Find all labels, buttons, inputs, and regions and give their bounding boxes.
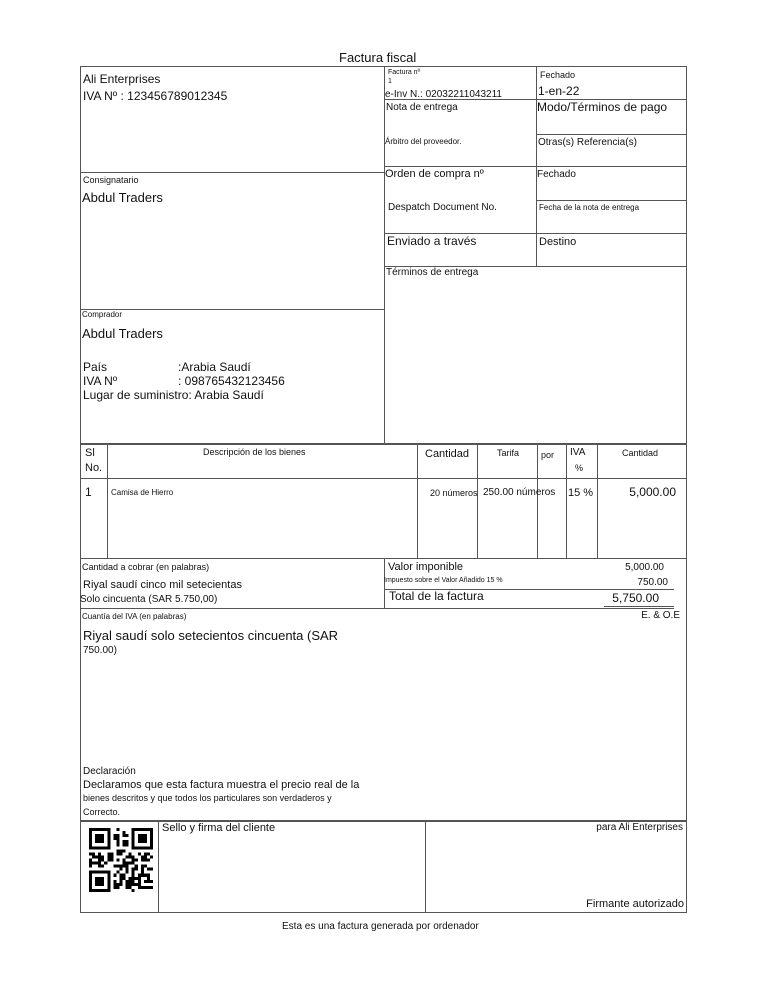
buyer-label: Comprador	[82, 310, 123, 319]
amount-words-line2: Solo cincuenta (SAR 5.750,00)	[80, 594, 218, 605]
row-quantity: 20 números	[430, 488, 478, 498]
header-vat-percent: %	[575, 463, 584, 473]
frame-left	[80, 66, 81, 912]
other-refs-label: Otras(s) Referencia(s)	[538, 137, 637, 148]
divider	[80, 309, 384, 310]
frame-right	[686, 66, 687, 912]
consignee-name: Abdul Traders	[82, 190, 163, 205]
eoe-label: E. & O.E	[641, 610, 680, 621]
declaration-label: Declaración	[83, 766, 136, 777]
divider	[80, 172, 384, 173]
declaration-line1: Declaramos que esta factura muestra el precio real de la	[83, 779, 360, 791]
divider	[566, 444, 567, 558]
header-per: por	[541, 450, 555, 460]
header-rate: Tarifa	[497, 448, 520, 458]
divider	[384, 66, 385, 444]
consignee-label: Consignatario	[83, 175, 139, 185]
row-sl: 1	[85, 485, 92, 499]
header-amount: Cantidad	[622, 448, 659, 458]
divider	[425, 820, 426, 912]
amount-words-label: Cantidad a cobrar (en palabras)	[82, 562, 210, 572]
authorised-signatory-label: Firmante autorizado	[586, 898, 684, 910]
header-sl: Sl	[85, 447, 95, 459]
qr-code-icon	[89, 828, 153, 892]
vat-words-label: Cuantía del IVA (en palabras)	[82, 612, 187, 621]
divider	[80, 478, 687, 479]
delivery-note-label: Nota de entrega	[386, 102, 458, 113]
dated-value: 1-en-22	[538, 84, 580, 98]
for-company-label: para Ali Enterprises	[596, 822, 683, 833]
buyer-name: Abdul Traders	[82, 326, 163, 341]
row-vat: 15 %	[568, 487, 594, 499]
row-rate: 250.00 números	[483, 487, 556, 498]
divider	[537, 444, 538, 558]
divider	[417, 444, 418, 558]
delivery-note-date-label: Fecha de la nota de entrega	[539, 203, 640, 212]
taxable-label: Valor imponible	[388, 561, 464, 573]
terms-delivery-label: Términos de entrega	[386, 267, 479, 278]
vat-label: Impuesto sobre el Valor Añadido 15 %	[384, 577, 503, 584]
buyer-supply-place: Lugar de suministro: Arabia Saudí	[83, 388, 264, 402]
header-vat: IVA	[570, 447, 586, 458]
buyer-vat-label: IVA Nº	[83, 374, 118, 388]
invoice-total-value: 5,750.00	[612, 591, 659, 605]
divider	[604, 606, 674, 607]
dated-label: Fechado	[540, 70, 576, 80]
divider	[536, 134, 686, 135]
despatch-through-label: Enviado a través	[387, 234, 477, 248]
po-dated-label: Fechado	[537, 169, 576, 180]
taxable-value: 5,000.00	[625, 562, 664, 573]
header-description: Descripción de los bienes	[203, 447, 306, 457]
seller-vat: IVA Nº : 123456789012345	[83, 89, 228, 103]
amount-words-line1: Riyal saudí cinco mil setecientas	[83, 579, 242, 591]
divider	[80, 608, 674, 609]
destination-label: Destino	[539, 236, 577, 248]
divider	[477, 444, 478, 558]
einv-number: e-Inv N.: 02032211043211	[385, 89, 502, 100]
vat-words-line1: Riyal saudí solo setecientos cincuenta (SAR	[83, 628, 339, 643]
seller-name: Ali Enterprises	[83, 72, 161, 86]
divider	[80, 443, 687, 445]
invoice-total-label: Total de la factura	[389, 589, 484, 603]
buyer-vat-value: : 098765432123456	[178, 374, 285, 388]
customer-signature-label: Sello y firma del cliente	[162, 822, 276, 834]
divider	[158, 820, 159, 912]
declaration-line2: bienes descritos y que todos los particulares son verdaderos y	[83, 793, 332, 803]
invoice-no-value: 1	[388, 78, 392, 85]
page-title: Factura fiscal	[339, 50, 417, 65]
invoice-no-label: Factura nº	[388, 69, 421, 76]
po-no-label: Orden de compra nº	[385, 168, 484, 180]
payment-terms-label: Modo/Términos de pago	[537, 100, 668, 114]
buyer-country-label: País	[83, 360, 108, 374]
frame-bottom	[80, 912, 687, 913]
footer-note: Esta es una factura generada por ordenador	[282, 921, 479, 932]
divider	[384, 166, 686, 167]
row-amount: 5,000.00	[629, 485, 676, 499]
row-description: Camisa de Hierro	[111, 488, 174, 497]
divider	[536, 200, 686, 201]
supplier-ref-label: Árbitro del proveedor.	[385, 137, 462, 146]
divider	[597, 444, 598, 558]
divider	[107, 444, 108, 558]
header-quantity: Cantidad	[425, 448, 470, 460]
declaration-line3: Correcto.	[83, 807, 121, 817]
despatch-doc-label: Despatch Document No.	[388, 202, 497, 213]
vat-value: 750.00	[637, 577, 668, 588]
header-no: No.	[85, 462, 103, 474]
vat-words-line2: 750.00)	[83, 645, 117, 656]
buyer-country-value: :Arabia Saudí	[178, 360, 251, 374]
